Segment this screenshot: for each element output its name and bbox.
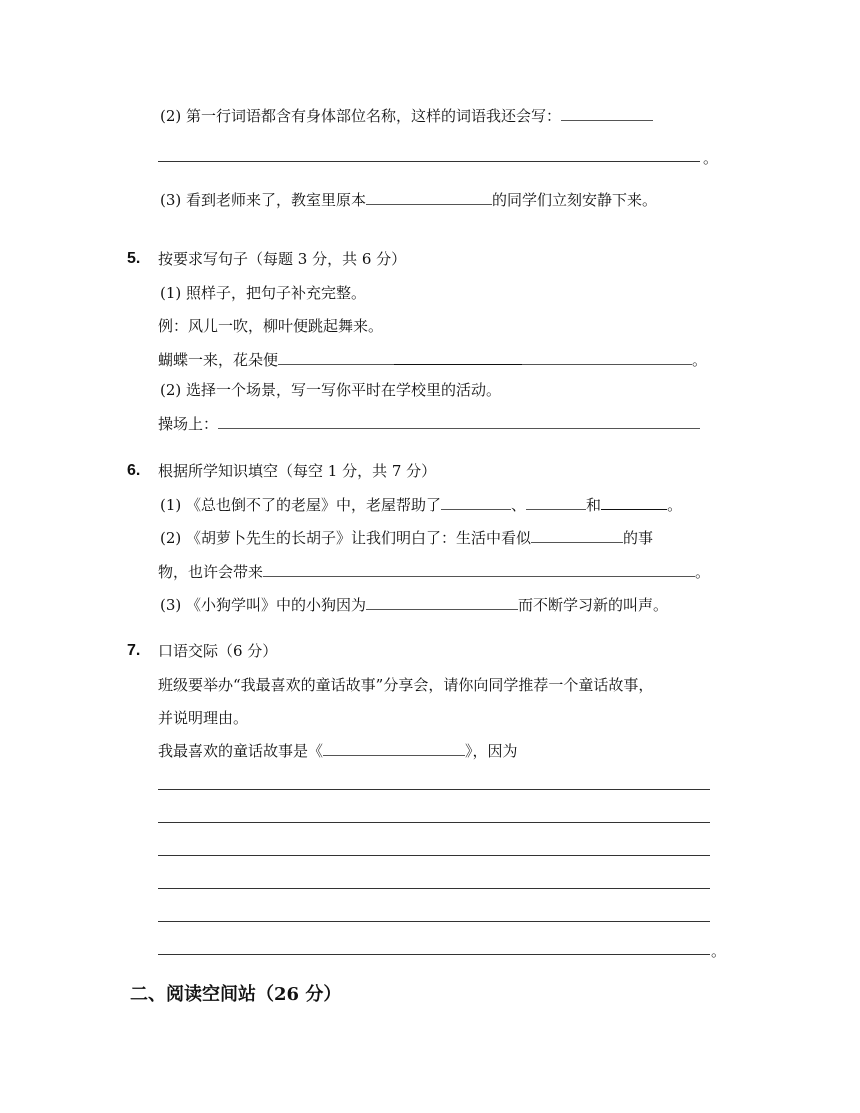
q7-story-text-b: 》，因为 <box>465 742 518 760</box>
q6-item-3-text-a: (3) 《小狗学叫》中的小狗因为 <box>160 596 367 614</box>
q6-item-2-end: 。 <box>695 563 711 581</box>
q7-story-title-blank[interactable] <box>323 741 465 756</box>
q6-item-1-end: 。 <box>667 496 683 514</box>
q6-item-3-text-b: 而不断学习新的叫声。 <box>518 596 669 614</box>
q7-answer-line-3[interactable] <box>158 855 710 856</box>
q4-item-3-text-b: 的同学们立刻安静下来。 <box>492 191 658 209</box>
q5-item-2: (2) 选择一个场景，写一写你平时在学校里的活动。 <box>160 381 502 399</box>
q7-answer-line-1[interactable] <box>158 789 710 790</box>
q5-item-1-blank-a[interactable] <box>278 350 394 365</box>
q6-item-1-blank-a[interactable] <box>441 495 511 510</box>
q7-answer-line-5[interactable] <box>158 921 710 922</box>
q5-example: 例：风儿一吹，柳叶便跳起舞来。 <box>158 317 384 335</box>
q7-story-text-a: 我最喜欢的童话故事是《 <box>158 742 324 760</box>
q5-item-1-end: 。 <box>692 351 708 369</box>
q6-item-2 <box>160 528 653 548</box>
q7-prompt-line-1: 班级要举办“我最喜欢的童话故事”分享会，请你向同学推荐一个童话故事， <box>158 676 654 694</box>
q6-item-1-text-c: 和 <box>586 496 602 514</box>
q7-prompt-line-2: 并说明理由。 <box>158 709 249 727</box>
q5-item-1-line-text: 蝴蝶一来，花朵便 <box>158 351 279 369</box>
q7-story-line <box>158 741 518 761</box>
q4-item-2-blank[interactable] <box>561 106 653 121</box>
q6-item-2-cont <box>158 562 710 582</box>
q5-item-1-line <box>158 350 707 370</box>
q6-item-1-blank-c[interactable] <box>601 495 667 510</box>
q7-title: 口语交际（6 分） <box>158 642 278 660</box>
q5-item-1: (1) 照样子，把句子补充完整。 <box>160 284 367 302</box>
q6-item-1-text-b: 、 <box>511 496 527 514</box>
q6-item-3-blank[interactable] <box>366 595 518 610</box>
q5-number: 5. <box>127 250 141 267</box>
q5-item-2-line-text: 操场上： <box>158 415 219 433</box>
q7-answer-line-2[interactable] <box>158 822 710 823</box>
q4-item-2-text: (2) 第一行词语都含有身体部位名称，这样的词语我还会写： <box>160 107 562 125</box>
q7-answer-line-4[interactable] <box>158 888 710 889</box>
q7-answer-line-6[interactable] <box>158 954 710 955</box>
q5-item-2-blank[interactable] <box>218 414 700 429</box>
q6-item-2-blank-a[interactable] <box>531 528 623 543</box>
q5-item-2-line <box>158 414 700 434</box>
q6-item-2-text-b: 的事 <box>623 529 654 547</box>
q4-item-2-end: 。 <box>703 149 719 167</box>
q4-item-2-answer-line[interactable] <box>158 161 700 162</box>
q6-item-3 <box>160 595 668 615</box>
q4-item-3-blank[interactable] <box>366 190 492 205</box>
q6-item-1-blank-b[interactable] <box>526 495 586 510</box>
q7-number: 7. <box>127 642 141 659</box>
q7-end: 。 <box>711 942 727 960</box>
q4-item-3 <box>160 190 657 210</box>
q4-item-2 <box>160 106 653 126</box>
q6-item-1 <box>160 495 682 515</box>
section-2-heading: 二、阅读空间站（26 分） <box>130 984 342 1005</box>
q5-item-1-blank-c[interactable] <box>522 350 692 365</box>
q6-item-2-text-a: (2) 《胡萝卜先生的长胡子》让我们明白了：生活中看似 <box>160 529 532 547</box>
q6-item-2-blank-b[interactable] <box>263 562 695 577</box>
q5-item-1-blank-b[interactable] <box>394 350 522 365</box>
q6-title: 根据所学知识填空（每空 1 分，共 7 分） <box>158 462 437 480</box>
q5-title: 按要求写句子（每题 3 分，共 6 分） <box>158 250 407 268</box>
q6-number: 6. <box>127 462 141 479</box>
q6-item-2-text-c: 物，也许会带来 <box>158 563 264 581</box>
q4-item-3-text-a: (3) 看到老师来了，教室里原本 <box>160 191 367 209</box>
q6-item-1-text-a: (1) 《总也倒不了的老屋》中，老屋帮助了 <box>160 496 442 514</box>
